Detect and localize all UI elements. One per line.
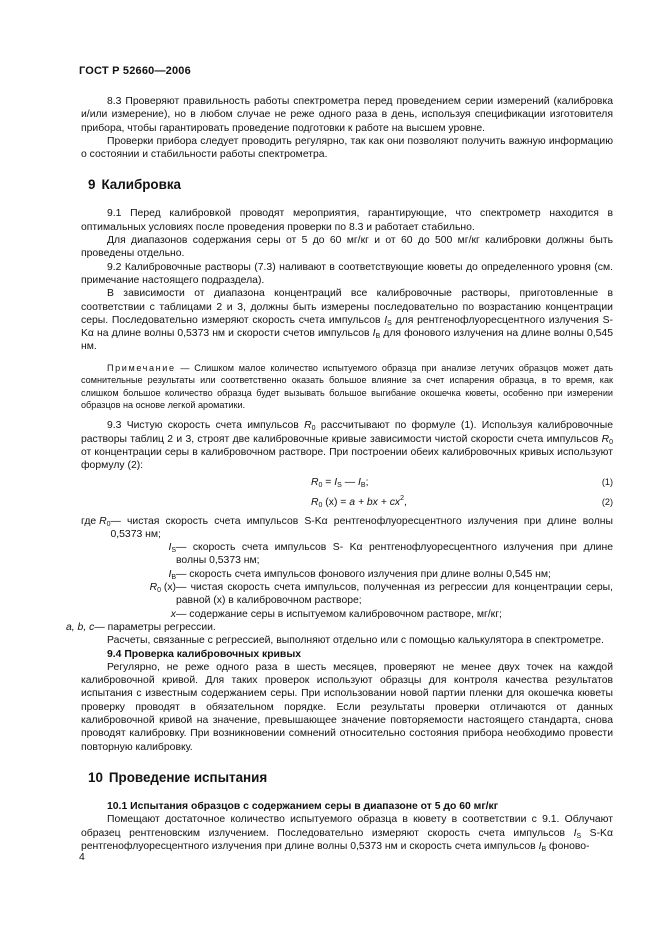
paragraph-9-1-continued: Для диапазонов содержания серы от 5 до 60 мг/кг и от 60 до 500 мг/кг калибровки должны быть проведены отдельно. — [81, 235, 613, 260]
note-lead: Примечание — [107, 362, 176, 373]
page-number: 4 — [79, 852, 85, 863]
formula-1: $R_0 = I_S$ — $I_B$; (1) — [311, 476, 613, 489]
formula-1-number: (1) — [601, 476, 613, 487]
section-10-heading — [88, 770, 613, 786]
paragraph-8-3: 8.3 Проверяют правильность работы спектрометра перед проведением серии измерений (калибровка и/или измерение), но в любом случае не реже одного раза в день, используя спецификации изготовителя прибора, чтобы гарантировать проведение подготовки к работе на высшем уровне. — [81, 96, 613, 134]
formula-2: $R_0$ (x) = a + bx + $cx^2$, (2) — [311, 494, 613, 509]
paragraph-9-3-continued: Расчеты, связанные с регрессией, выполняют отдельно или с помощью калькулятора в спектрометре. — [107, 635, 604, 647]
definition-r0: где $R_0$ — чистая скорость счета импульсов S-Kα рентгенофлуоресцентного излучения при длине волны 0,5373 нм; — [81, 515, 613, 540]
paragraph-9-2-continued: В зависимости от диапазона концентраций все калибровочные растворы, приготовленные в соответствии с таблицами 2 и 3, должны быть измерены последовательно по возрастанию концентрации серы. Последовательно измеряют скорость счета импульсов $I_S$ для рентгенофлуоресцентного излучения S-Kα на длине волны 0,5373 нм и скорости счетов импульсов $I_B$ для фонового излучения на длине волны 0,545 нм. — [81, 288, 613, 353]
note-text: — Слишком малое количество испытуемого образца при анализе летучих образцов может дать сомнительные результаты или соответственно оказать большое влияние за счет испарения образца, в то время, как слишком большое количество образца будет вызывать большое выгибание окошечка кюветы, особенно при измерении образцов на основе легкой ароматики. — [81, 362, 613, 410]
paragraph-9-1: 9.1 Перед калибровкой проводят мероприятия, гарантирующие, что спектрометр находится в оптимальных условиях после проведения проверки по 8.3 и работает стабильно. — [81, 208, 613, 233]
section-9-heading — [88, 177, 613, 193]
definition-abc: a, b, c — параметры регрессии. — [66, 621, 216, 633]
subsection-10-1-heading: 10.1 Испытания образцов с содержанием серы в диапазоне от 5 до 60 мг/кг — [107, 800, 499, 812]
paragraph-9-2: 9.2 Калибровочные растворы (7.3) наливают в соответствующие кюветы до определенного уровня (см. примечание настоящего подраздела). — [81, 261, 613, 286]
definition-r0x: $R_0$ (x) — чистая скорость счета импульсов, полученная из регрессии для концентрации серы, равной (x) в калибровочном растворе; — [149, 582, 613, 607]
section-9-title: Калибровка — [101, 177, 181, 193]
paragraph-10-1: Помещают достаточное количество испытуемого образца в кювету в соответствии с 9.1. Облучают образец рентгеновским излучением. Последовательно измеряют скорость счета импульсов $I_S$ S-Kα рентгенофлуоресцентного излучения при длине волны 0,5373 нм и скорость счета импульсов $I_B$ фоново- — [81, 814, 613, 853]
paragraph-9-4: Регулярно, не реже одного раза в шесть месяцев, проверяют не менее двух точек на каждой калибровочной кривой. Для таких проверок используют образцы для контроля качества результатов испытания с известным содержанием серы. При использовании новой партии пленки для окошечка кюветы проверку проводят в обязательном порядке. Если результаты проверки отличаются от данных калибровочной кривой на значение, превышающее значение повторяемости настоящего стандарта, снова проводят калибровку. При возникновении сомнений относительно состояния прибора необходимо провести повторную калибровку. — [81, 661, 613, 753]
standard-header: ГОСТ Р 52660—2006 — [79, 65, 191, 77]
definition-x: x — содержание серы в испытуемом калибровочном растворе, мг/кг; — [170, 608, 502, 620]
section-10-title: Проведение испытания — [108, 769, 268, 785]
section-10-number: 10 — [88, 769, 103, 785]
paragraph-9-3: 9.3 Чистую скорость счета импульсов $R_0$ рассчитывают по формуле (1). Используя калибровочные растворы таблиц 2 и 3, строят две калибровочные кривые зависимости чистой скорости счета импульсов $R_0$ от концентрации серы в калибровочном растворе. При построении обеих калибровочных кривых используют формулу (2): — [81, 420, 613, 472]
section-9-number: 9 — [88, 177, 96, 193]
subsection-9-4-heading: 9.4 Проверка калибровочных кривых — [107, 648, 301, 660]
definitions-list — [66, 515, 613, 635]
formula-2-number: (2) — [601, 496, 613, 507]
note — [81, 362, 613, 412]
definition-is: $I_S$ — скорость счета импульсов S- Kα рентгенофлуоресцентного излучения при длине волны 0,5373 нм; — [168, 542, 613, 567]
paragraph-8-3-continued: Проверки прибора следует проводить регулярно, так как они позволяют получить важную информацию о состоянии и стабильности работы спектрометра. — [81, 135, 613, 161]
definition-ib: $I_B$ — скорость счета импульсов фонового излучения при длине волны 0,545 нм; — [168, 568, 551, 581]
page-content — [66, 95, 613, 853]
